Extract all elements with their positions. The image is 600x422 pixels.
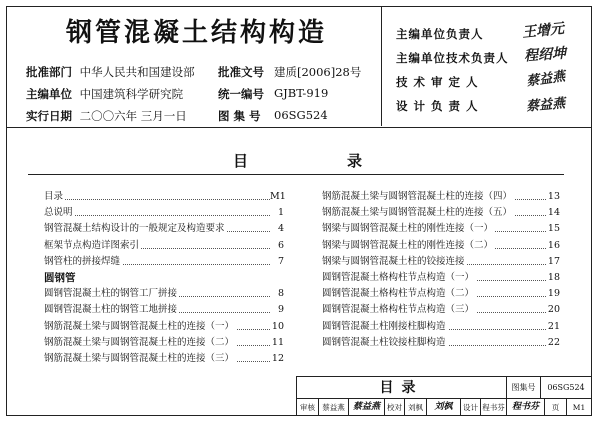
toc-entry-page: 22 — [546, 335, 560, 351]
responsible-label: 主编单位技术负责人 — [396, 51, 509, 65]
toc-entry-page: 13 — [546, 189, 560, 205]
toc-entry-page: 17 — [546, 254, 560, 270]
info-key: 统一编号 — [218, 87, 264, 101]
toc-entry-page: 14 — [546, 205, 560, 221]
toc-entry — [44, 351, 284, 367]
info-key: 批准文号 — [218, 65, 264, 79]
title-block — [296, 376, 592, 416]
signoff-signature: 刘枫 — [427, 399, 461, 416]
toc-entry — [44, 238, 284, 254]
toc-entry-page: 9 — [270, 302, 284, 318]
toc-entry — [322, 221, 560, 237]
toc-entry-label: 圆钢管混凝土柱的钢管工厂拼接 — [44, 286, 179, 302]
toc-entry — [44, 286, 284, 302]
toc-entry-page: 6 — [270, 238, 284, 254]
toc-entry-label: 钢梁与圆钢管混凝土柱的铰接连接 — [322, 254, 467, 270]
toc-entry-label: 钢管混凝土结构设计的一般规定及构造要求 — [44, 221, 227, 237]
toc-entry — [44, 319, 284, 335]
responsible-persons — [382, 6, 590, 126]
info-key: 批准部门 — [26, 65, 72, 79]
toc-entry-page: 7 — [270, 254, 284, 270]
toc-entry-label: 钢筋混凝土梁与圆钢管混凝土柱的连接（四） — [322, 189, 514, 205]
info-row-date — [26, 108, 328, 124]
toc-entry-label: 圆钢管混凝土柱的钢管工地拼接 — [44, 302, 179, 318]
signoff-cell: M1 — [572, 403, 586, 412]
toc-entry-page: 1 — [270, 205, 284, 221]
toc-leader-dots — [44, 215, 270, 216]
info-row-editor — [26, 86, 329, 102]
signoff-signature: 蔡益燕 — [349, 399, 385, 416]
signature: 程绍坤 — [523, 45, 567, 65]
toc-divider — [28, 174, 564, 175]
toc-entry — [44, 302, 284, 318]
toc-entry-page: 4 — [270, 221, 284, 237]
toc-entry — [44, 205, 284, 221]
info-value: 06SG524 — [274, 108, 328, 122]
toc-entry-label: 框架节点构造详图索引 — [44, 238, 141, 254]
document-title: 钢管混凝土结构构造 — [66, 18, 328, 48]
toc-entry — [44, 221, 284, 237]
signature: 王增元 — [521, 20, 565, 42]
toc-entry-label: 钢梁与圆钢管混凝土柱的刚性连接（一） — [322, 221, 495, 237]
toc-entry — [44, 189, 284, 205]
responsible-label: 设 计 负 责 人 — [396, 99, 479, 113]
info-row-approval — [26, 64, 362, 80]
title-block-signoff-row — [297, 399, 591, 416]
signoff-cell: 设计 — [461, 399, 481, 416]
signoff-cell: 页 — [545, 399, 567, 416]
responsible-label: 主编单位负责人 — [396, 27, 484, 41]
header-block — [6, 6, 592, 128]
info-value: 建质[2006]28号 — [274, 65, 362, 79]
toc-entry-page: 15 — [546, 221, 560, 237]
toc-entry-page: 20 — [546, 302, 560, 318]
toc-entry — [322, 302, 560, 318]
info-key: 实行日期 — [26, 109, 72, 123]
atlas-number-value: 06SG524 — [541, 377, 591, 399]
signature: 蔡益燕 — [525, 96, 566, 115]
toc-entry — [322, 205, 560, 221]
toc-entry-label: 圆钢管混凝土格构柱节点构造（二） — [322, 286, 476, 302]
signoff-cell: 蔡益燕 — [319, 399, 349, 416]
toc-entry — [44, 254, 284, 270]
toc-entry-page: 16 — [546, 238, 560, 254]
toc-entry-label: 钢管柱的拼接焊缝 — [44, 254, 122, 270]
toc-entry — [322, 238, 560, 254]
toc-entry-label: 钢筋混凝土梁与圆钢管混凝土柱的连接（二） — [44, 335, 236, 351]
toc-entry-label: 钢筋混凝土梁与圆钢管混凝土柱的连接（一） — [44, 319, 236, 335]
toc-entry-label: 圆钢管 — [44, 270, 78, 286]
toc-column-right — [322, 189, 560, 351]
toc-entry — [322, 254, 560, 270]
toc-entry-page: 11 — [270, 335, 284, 351]
toc-leader-dots — [44, 199, 270, 200]
toc-entry-label: 圆钢管混凝土格构柱节点构造（一） — [322, 270, 476, 286]
toc-entry-label: 目录 — [44, 189, 65, 205]
toc-entry-page: 12 — [270, 351, 284, 367]
toc-entry-label: 圆钢管混凝土格构柱节点构造（三） — [322, 302, 476, 318]
signoff-cell: 刘枫 — [405, 399, 427, 416]
toc-entry-page: 18 — [546, 270, 560, 286]
toc-entry — [322, 189, 560, 205]
toc-entry-label: 钢筋混凝土梁与圆钢管混凝土柱的连接（三） — [44, 351, 236, 367]
info-value: 中国建筑科学研究院 — [79, 87, 184, 101]
info-value: 二〇〇六年 三月一日 — [79, 109, 187, 123]
toc-column-left — [44, 189, 284, 367]
signature: 蔡益燕 — [525, 69, 567, 90]
toc-entry — [322, 270, 560, 286]
toc-section-heading — [44, 270, 284, 286]
info-key: 图 集 号 — [218, 109, 261, 123]
signoff-cell: 程书芬 — [481, 399, 507, 416]
info-value: 中华人民共和国建设部 — [79, 65, 195, 79]
atlas-number-label: 图集号 — [507, 377, 541, 399]
toc-entry — [322, 335, 560, 351]
info-key: 主编单位 — [26, 87, 72, 101]
info-value: GJBT-919 — [274, 86, 329, 100]
toc-entry-page: M1 — [270, 189, 284, 205]
toc-entry-label: 钢筋混凝土梁与圆钢管混凝土柱的连接（五） — [322, 205, 514, 221]
toc-entry-label: 圆钢管混凝土柱刚接柱脚构造 — [322, 319, 448, 335]
toc-entry — [322, 319, 560, 335]
toc-entry-page: 21 — [546, 319, 560, 335]
responsible-label: 技 术 审 定 人 — [396, 75, 479, 89]
toc-entry-label: 钢梁与圆钢管混凝土柱的刚性连接（二） — [322, 238, 495, 254]
toc-entry-label: 圆钢管混凝土柱铰接柱脚构造 — [322, 335, 448, 351]
signoff-cell: 审核 — [297, 399, 319, 416]
toc-entry — [44, 335, 284, 351]
signoff-signature: 程书芬 — [507, 399, 545, 416]
toc-entry-page: 8 — [270, 286, 284, 302]
toc-entry — [322, 286, 560, 302]
signoff-cell: 校对 — [385, 399, 405, 416]
toc-entry-page: 10 — [270, 319, 284, 335]
title-block-title: 目录 — [297, 377, 507, 399]
toc-entry-page: 19 — [546, 286, 560, 302]
toc-heading-char: 录 — [347, 152, 363, 170]
toc-heading-char: 目 — [233, 152, 249, 170]
toc-entry-label: 总说明 — [44, 205, 75, 221]
header-info — [6, 6, 382, 126]
